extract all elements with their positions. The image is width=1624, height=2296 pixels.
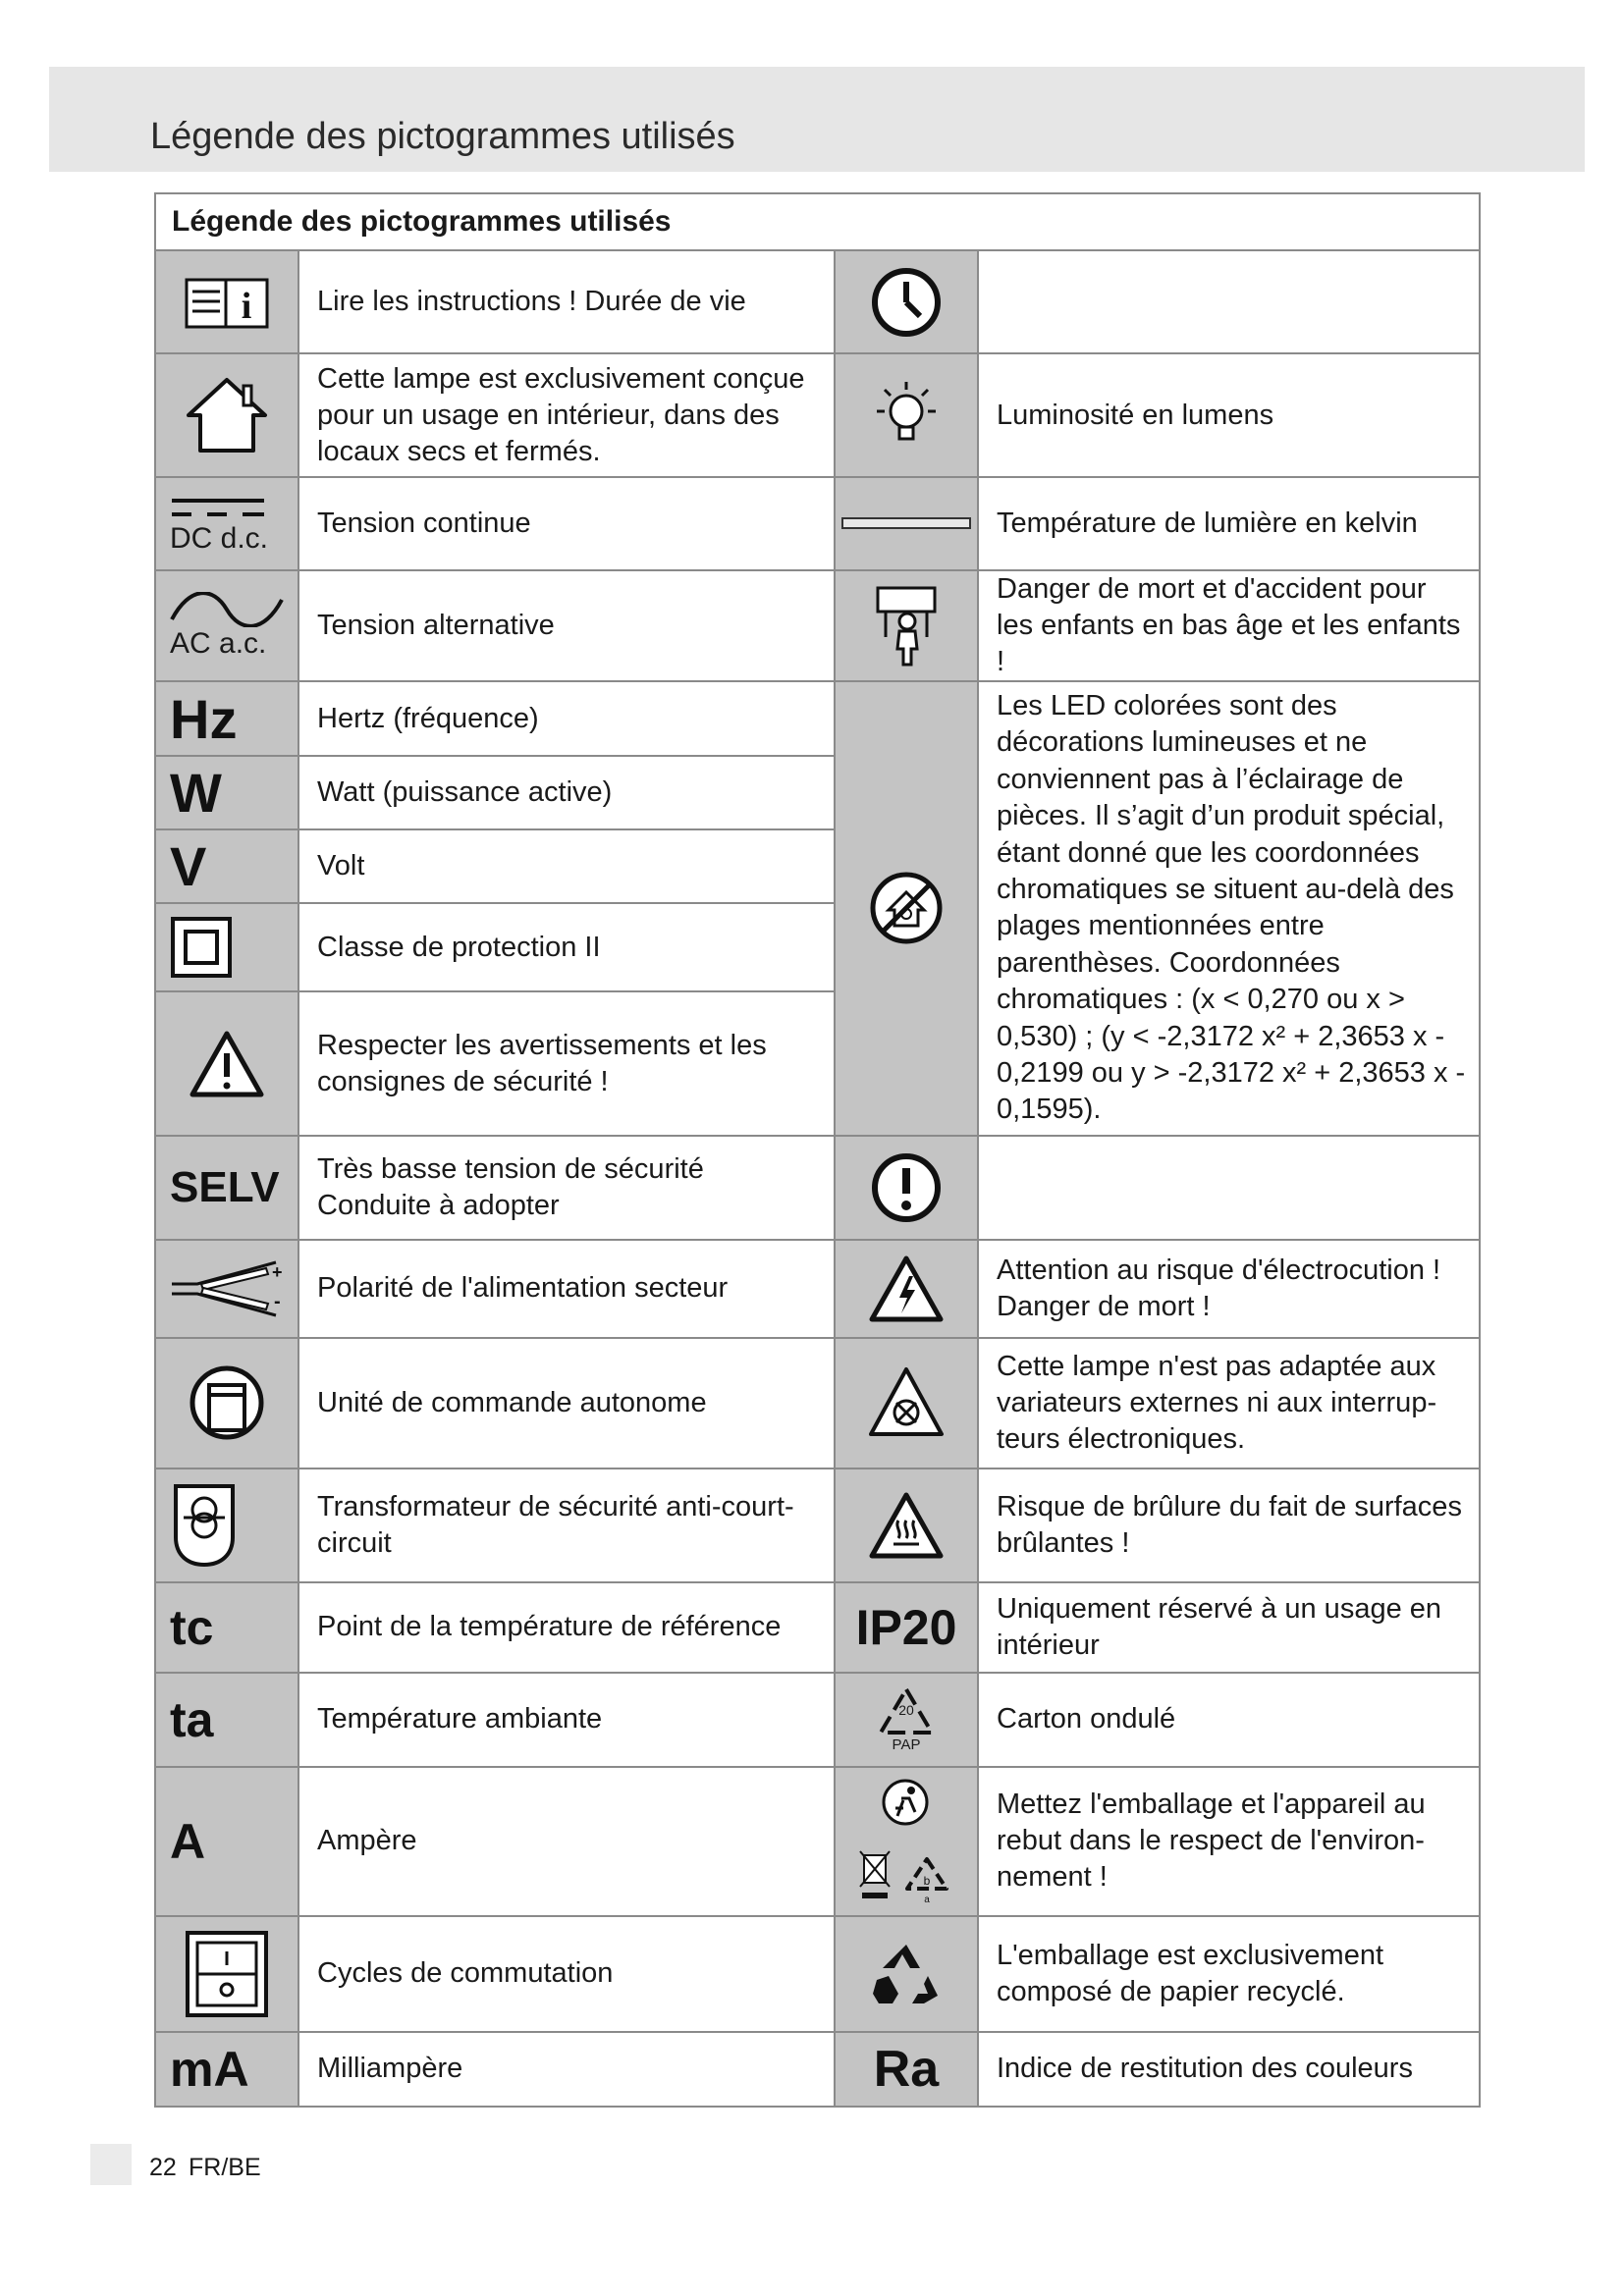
code-of-conduct-icon — [835, 1136, 978, 1240]
polarity-icon — [155, 1240, 298, 1338]
legend-text: Uniquement réservé à un usage en intérieur — [978, 1582, 1480, 1673]
legend-text: Danger de mort et d'accident pour les enfants en bas âge et les enfants ! — [978, 570, 1480, 681]
hertz-symbol: Hz — [155, 681, 298, 756]
legend-text: Carton ondulé — [978, 1673, 1480, 1767]
svg-text:-: - — [274, 1290, 281, 1312]
legend-text — [978, 1136, 1480, 1240]
legend-text: Ampère — [298, 1767, 835, 1916]
legend-text: Unité de commande autonome — [298, 1338, 835, 1468]
ip20-symbol: IP20 — [835, 1582, 978, 1673]
svg-text:i: i — [241, 285, 252, 327]
legend-text: Polarité de l'alimentation secteur — [298, 1240, 835, 1338]
light-bulb-icon — [835, 353, 978, 477]
no-room-lighting-icon — [835, 681, 978, 1136]
legend-text: Milliampère — [298, 2032, 835, 2107]
table-row — [155, 570, 1480, 681]
table-row — [155, 681, 1480, 756]
legend-text: Température de lumière en kelvin — [978, 477, 1480, 570]
protection-class-2-icon — [155, 903, 298, 991]
independent-control-gear-icon — [155, 1338, 298, 1468]
ac-symbol-label: AC a.c. — [170, 626, 267, 660]
alternating-current-icon — [155, 570, 298, 681]
legend-text: Indice de restitution des couleurs — [978, 2032, 1480, 2107]
recycle-mark-b: b — [923, 1873, 931, 1888]
legend-text: Risque de brûlure du fait de surfaces brûlantes ! — [978, 1468, 1480, 1582]
pap-number: 20 — [898, 1701, 914, 1718]
header-band — [49, 67, 1585, 172]
legend-text: Cycles de commutation — [298, 1916, 835, 2032]
table-row — [155, 1338, 1480, 1468]
locale-label: FR/BE — [189, 2154, 261, 2181]
indoor-house-icon — [155, 353, 298, 477]
selv-symbol: SELV — [155, 1136, 298, 1240]
child-danger-icon — [835, 570, 978, 681]
table-row — [155, 1916, 1480, 2032]
volt-symbol: V — [155, 829, 298, 903]
recycled-paper-icon — [835, 1916, 978, 2032]
legend-text: Attention au risque d'électrocution ! Danger de mort ! — [978, 1240, 1480, 1338]
legend-text: Lire les instructions ! Durée de vie — [298, 250, 835, 353]
read-instructions-icon — [155, 250, 298, 353]
legend-text: Point de la température de référence — [298, 1582, 835, 1673]
table-title: Légende des pictogrammes utilisés — [155, 193, 1480, 250]
table-row — [155, 1767, 1480, 1916]
legend-text: L'emballage est exclusivement composé de papier recyclé. — [978, 1916, 1480, 2032]
page-title: Légende des pictogrammes utilisés — [150, 116, 735, 157]
table-row — [155, 1468, 1480, 1582]
table-row — [155, 477, 1480, 570]
legend-text: Classe de protection II — [298, 903, 835, 991]
legend-text: Luminosité en lumens — [978, 353, 1480, 477]
legend-text: Transformateur de sécurité anti-court-circuit — [298, 1468, 835, 1582]
pap-recycling-icon — [835, 1673, 978, 1767]
footer-marker — [90, 2144, 132, 2185]
ta-symbol: ta — [155, 1673, 298, 1767]
table-row — [155, 1136, 1480, 1240]
legend-text: Respecter les avertissements et les consignes de sécurité ! — [298, 991, 835, 1136]
watt-symbol: W — [155, 756, 298, 828]
legend-text — [978, 250, 1480, 353]
clock-icon — [835, 250, 978, 353]
legend-text: Tension continue — [298, 477, 835, 570]
legend-text: Température ambiante — [298, 1673, 835, 1767]
legend-text: Volt — [298, 829, 835, 903]
pap-label: PAP — [892, 1736, 921, 1754]
table-row — [155, 1240, 1480, 1338]
hot-surface-icon — [835, 1468, 978, 1582]
legend-text: Cette lampe n'est pas adaptée aux variateurs externes ni aux interrup-teurs électroniques. — [978, 1338, 1480, 1468]
page-number: 22 — [149, 2154, 177, 2181]
milliampere-symbol: mA — [155, 2032, 298, 2107]
color-temperature-bar-icon — [835, 477, 978, 570]
dc-symbol-label: DC d.c. — [170, 521, 269, 555]
table-row — [155, 353, 1480, 477]
warning-triangle-icon — [155, 991, 298, 1136]
switching-cycles-icon — [155, 1916, 298, 2032]
electric-shock-icon — [835, 1240, 978, 1338]
led-note-text: Les LED colorées sont des décorations lumineuses et ne conviennent pas à l’éclairage de pièces. Il s’agit d’un produit spécial, étant donné que les coordonnées chromatiques se situent au-delà des plages mentionnées entre parenthèses. Coordonnées chromatiques : (x < 0,270 ou x > 0,530) ; (y < -2,3172 x² + 2,3653 x - 0,2199 ou y > -2,3172 x² + 2,3653 x - 0,1595). — [978, 681, 1480, 1136]
table-row — [155, 1673, 1480, 1767]
table-row — [155, 2032, 1480, 2107]
ampere-symbol: A — [155, 1767, 298, 1916]
legend-text: Mettez l'emballage et l'appareil au rebut dans le respect de l'environ-nement ! — [978, 1767, 1480, 1916]
tc-symbol: tc — [155, 1582, 298, 1673]
no-dimmer-icon — [835, 1338, 978, 1468]
disposal-icons — [835, 1767, 978, 1916]
recycle-mark-a: a — [924, 1894, 930, 1905]
ra-symbol: Ra — [835, 2032, 978, 2107]
legend-text: Tension alternative — [298, 570, 835, 681]
legend-text: Watt (puissance active) — [298, 756, 835, 828]
svg-text:+: + — [272, 1261, 283, 1282]
legend-text: Cette lampe est exclusivement conçue pour un usage en intérieur, dans des locaux secs et fermés. — [298, 353, 835, 477]
safety-transformer-icon — [155, 1468, 298, 1582]
table-row — [155, 1582, 1480, 1673]
pictogram-legend-table — [154, 192, 1481, 2108]
legend-text: Très basse tension de sécurité Conduite à adopter — [298, 1136, 835, 1240]
table-row — [155, 250, 1480, 353]
direct-current-icon — [155, 477, 298, 570]
legend-text: Hertz (fréquence) — [298, 681, 835, 756]
